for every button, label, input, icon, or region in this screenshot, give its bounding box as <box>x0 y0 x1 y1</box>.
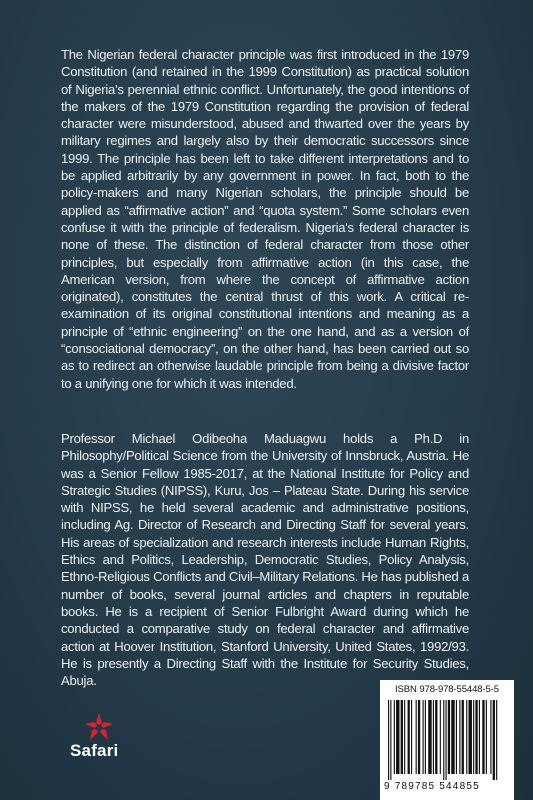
barcode-bar <box>435 700 437 774</box>
barcode-bar <box>404 700 405 774</box>
barcode-bar <box>482 700 484 774</box>
barcode-bar <box>493 700 495 780</box>
publisher-name: Safari <box>70 741 119 760</box>
barcode-digits: 9 789785 544855 <box>384 781 480 792</box>
barcode-bar <box>466 700 467 774</box>
barcode-bar <box>473 700 474 774</box>
barcode-bar <box>479 700 480 774</box>
barcode-bar <box>411 700 412 774</box>
publisher-logo <box>70 712 130 772</box>
barcode-bar <box>428 700 431 774</box>
barcode-bar <box>394 700 395 774</box>
barcode-bar <box>475 700 477 774</box>
barcode-bar <box>443 700 444 780</box>
barcode-bar <box>401 700 403 774</box>
isbn-barcode <box>380 680 514 800</box>
barcode-bars <box>388 700 506 780</box>
barcode-bar <box>490 700 491 774</box>
barcode-bar <box>448 700 450 774</box>
barcode-bar <box>486 700 487 774</box>
barcode-bar <box>446 700 447 780</box>
barcode-bar <box>390 700 391 780</box>
barcode-bar <box>418 700 420 774</box>
barcode-bar <box>451 700 454 774</box>
barcode-bar <box>459 700 460 774</box>
barcode-bar <box>423 700 424 774</box>
barcode-bar <box>469 700 472 774</box>
barcode-bar <box>496 700 497 780</box>
barcode-bar <box>408 700 410 774</box>
barcode-bar <box>456 700 457 774</box>
isbn-label: ISBN 978-978-55448-5-5 <box>395 684 499 695</box>
barcode-bar <box>440 700 441 774</box>
book-blurb: The Nigerian federal character principle was first introduced in the 1979 Constitution (and retained in the 1999 Constitution) as practical solution of Nigeria's perennial ethnic conflict. Unfortunately, the good intentions of the makers of the 1979 Constitution regarding the provision of federal character were misunderstood, abused and thwarted over the years by military regimes and largely also by their democratic successors since 1999. The principle has been left to take different interpretations and to be applied arbitrarily by any government in power. In fact, both to the policy-makers and many Nigerian scholars, the principle should be applied as “affirmative action” and “quota system.” Some scholars even confuse it with the principle of federalism. Nigeria's federal character is none of these. The distinction of federal character from those other principles, but especially from affirmative action (in this case, the American version, from where the concept of affirmative action originated), constitutes the central thrust of this work. A critical re-examination of its original constitutional intentions and meaning as a principle of “ethnic engineering” on the one hand, and as a version of “consociational democracy”, on the other hand, has been carried out so as to redirect an otherwise laudable principle from being a divisive factor to a unifying one for which it was intended. <box>61 47 469 391</box>
red-star-logo-icon <box>84 712 114 742</box>
barcode-bar <box>425 700 426 774</box>
barcode-bar <box>433 700 434 774</box>
barcode-bar <box>416 700 417 774</box>
barcode-bar <box>388 700 389 780</box>
barcode-bar <box>462 700 464 774</box>
author-bio: Professor Michael Odibeoha Maduagwu holds a Ph.D in Philosophy/Political Science from the University of Innsbruck, Austria. He was a Senior Fellow 1985-2017, at the National Institute for Policy and Strategic Studies (NIPSS), Kuru, Jos – Plateau State. During his service with NIPSS, he held several academic and administrative positions, including Ag. Director of Research and Directing Staff for several years. His areas of specialization and research interests include Human Rights, Ethics and Politics, Leadership, Democratic Studies, Policy Analysis, Ethno-Religious Conflicts and Civil–Military Relations. He has published a number of books, several journal articles and chapters in reputable books. He is a recipient of Senior Fulbright Award during which he conducted a comparative study on federal character and affirmative action at Hoover Institution, Stanford University, United States, 1992/93. He is presently a Directing Staff with the Institute for Security Studies, Abuja. <box>61 431 469 689</box>
barcode-bar <box>396 700 399 774</box>
